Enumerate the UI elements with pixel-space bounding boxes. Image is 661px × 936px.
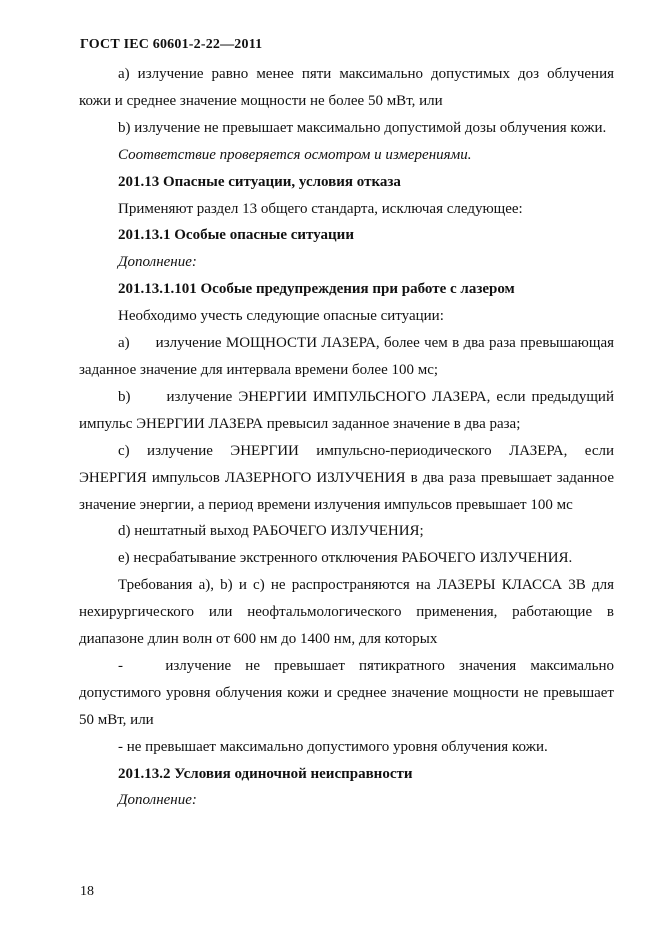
section-heading-201-13-1: 201.13.1 Особые опасные ситуации <box>118 227 354 244</box>
list-item-b-skin-dose: b) излучение не превышает максимально допустимой дозы облучения кожи. <box>118 119 607 136</box>
hazards-intro: Необходимо учесть следующие опасные ситуации: <box>118 308 444 325</box>
section-heading-201-13-2: 201.13.2 Условия одиночной неисправности <box>118 765 413 782</box>
requirements-exception: Требования a), b) и c) не распространяются на ЛАЗЕРЫ КЛАССА 3B для нехирургического или неофтальмологического применения, работающие в диапазоне длин волн от 600 нм до 1400 нм, для которых <box>79 577 614 648</box>
exception-dash-item-1: - излучение не превышает пятикратного значения максимально допустимого уровня облучения кожи и среднее значение мощности не превышает 50 мВт, или <box>79 657 618 728</box>
addition-label-2: Дополнение: <box>118 792 197 809</box>
hazard-item-d: d) нештатный выход РАБОЧЕГО ИЗЛУЧЕНИЯ; <box>118 523 424 540</box>
hazard-item-a: a) излучение МОЩНОСТИ ЛАЗЕРА, более чем в два раза превышающая заданное значение для интервала времени более 100 мс; <box>79 335 618 378</box>
section-heading-201-13: 201.13 Опасные ситуации, условия отказа <box>118 173 401 190</box>
hazard-item-b: b) излучение ЭНЕРГИИ ИМПУЛЬСНОГО ЛАЗЕРА, если предыдущий импульс ЭНЕРГИИ ЛАЗЕРА превысил заданное значение в два раза; <box>79 388 618 432</box>
section-heading-201-13-1-101: 201.13.1.101 Особые предупреждения при работе с лазером <box>118 281 515 298</box>
page-header-standard: ГОСТ IEC 60601-2-22—2011 <box>80 37 263 52</box>
compliance-note: Соответствие проверяется осмотром и измерениями. <box>118 146 472 163</box>
page-body <box>79 61 618 814</box>
list-item-a-skin-dose: a) излучение равно менее пяти максимально допустимых доз облучения кожи и среднее значение мощности не более 50 мВт, или <box>79 66 614 109</box>
hazard-item-c: c) излучение ЭНЕРГИИ импульсно-периодического ЛАЗЕРА, если ЭНЕРГИЯ импульсов ЛАЗЕРНОГО ИЗЛУЧЕНИЯ в два раза превышает заданное значение энергии, а период времени излучения импульсов превышает 100 мс <box>79 442 614 513</box>
section-intro: Применяют раздел 13 общего стандарта, исключая следующее: <box>118 200 523 217</box>
exception-dash-item-2: - не превышает максимально допустимого уровня облучения кожи. <box>118 738 548 755</box>
page-number: 18 <box>80 884 94 899</box>
addition-label: Дополнение: <box>118 254 197 271</box>
hazard-item-e: e) несрабатывание экстренного отключения РАБОЧЕГО ИЗЛУЧЕНИЯ. <box>118 550 573 567</box>
